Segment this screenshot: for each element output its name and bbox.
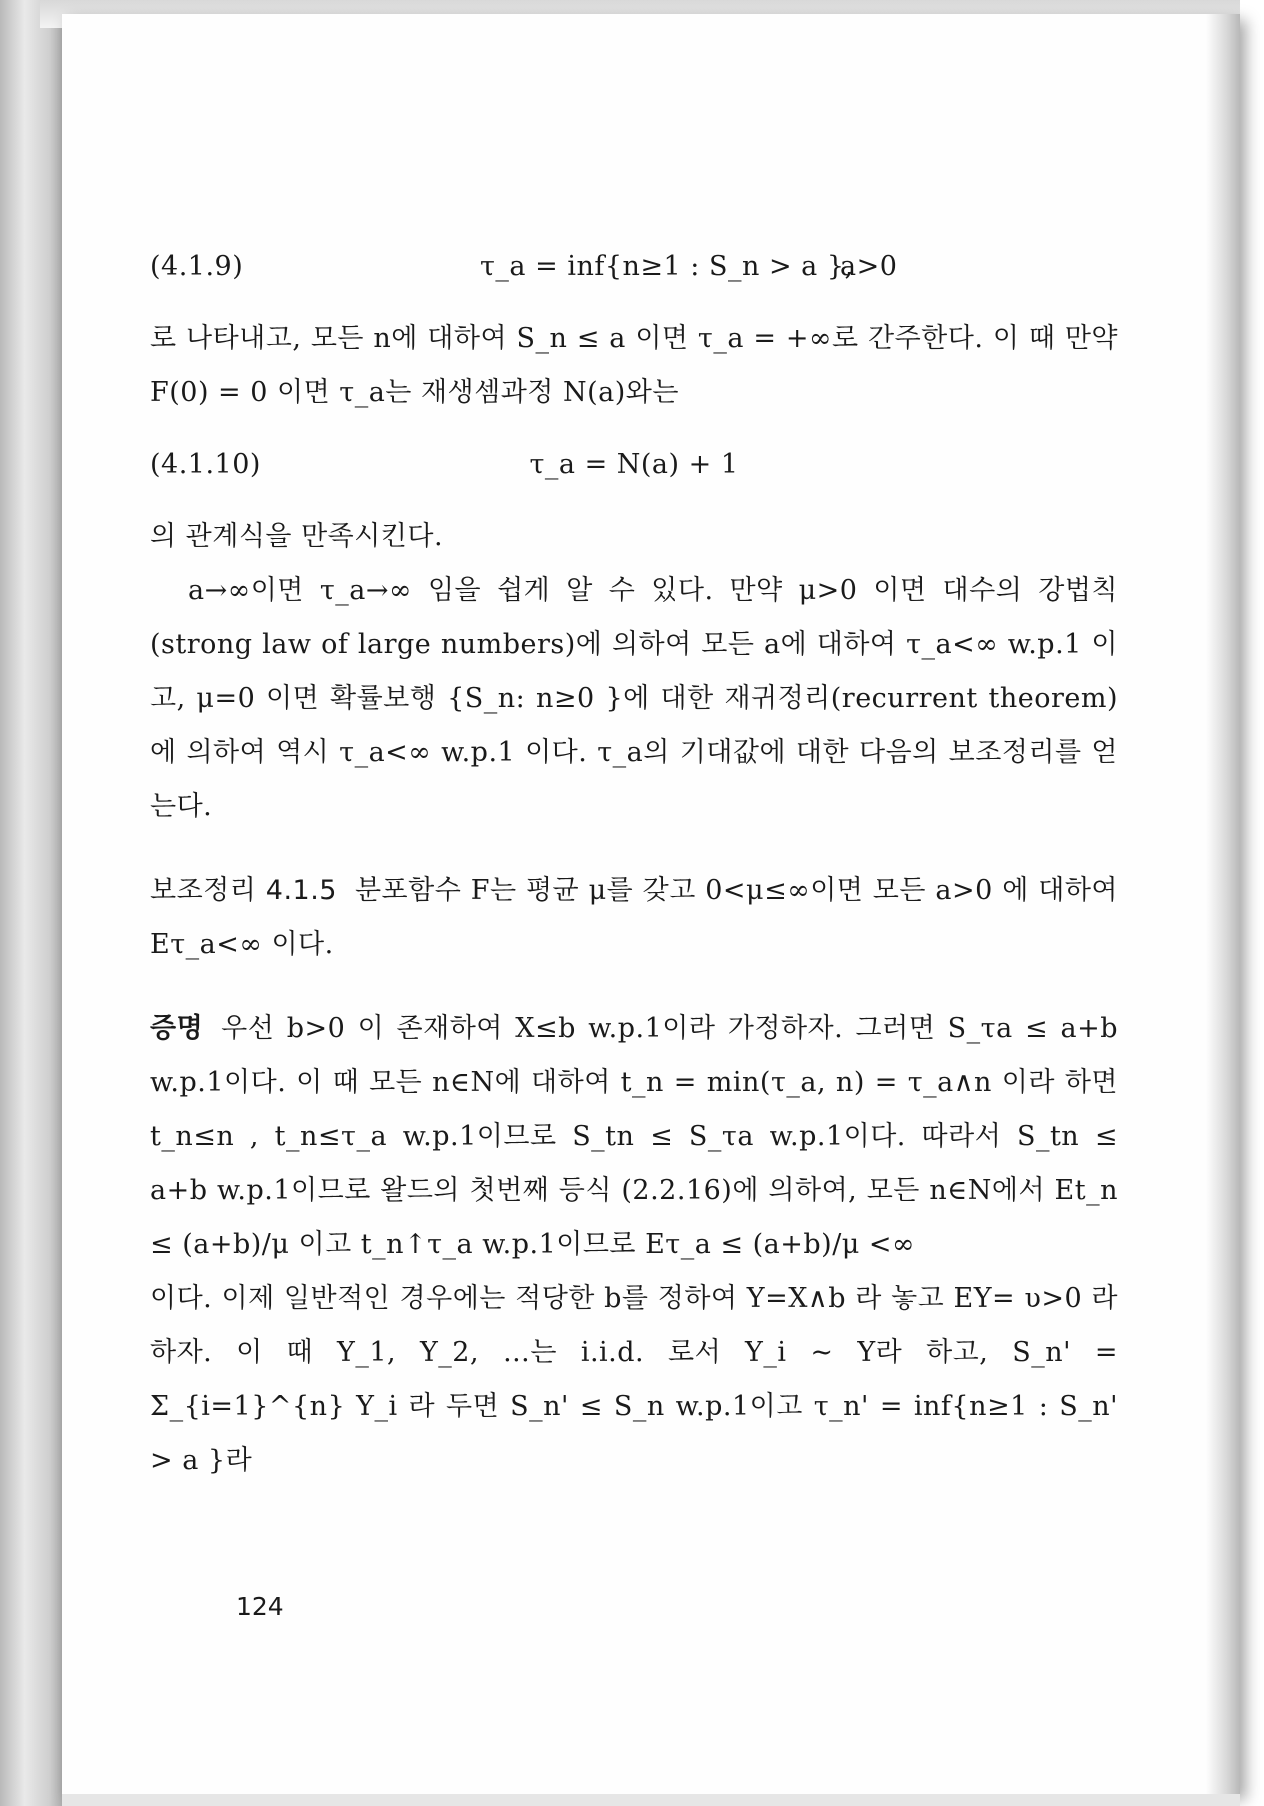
- paragraph-1: 로 나타내고, 모든 n에 대하여 S_n ≤ a 이면 τ_a = +∞로 간주한다. 이 때 만약 F(0) = 0 이면 τ_a는 재생셈과정 N(a)와는: [150, 323, 1118, 408]
- page-content: [150, 222, 1118, 1488]
- page-edge-shadow: [1206, 14, 1240, 1794]
- equation-4-1-9: [150, 240, 1118, 294]
- paragraph-2: 의 관계식을 만족시킨다.: [150, 521, 444, 552]
- equation-formula: τ_a = inf{n≥1 : S_n > a },: [480, 251, 854, 282]
- proof-label: 증명: [150, 1013, 204, 1044]
- page-number: 124: [236, 1592, 284, 1621]
- equation-4-1-10: [150, 438, 1118, 492]
- page-bottom-edge: [62, 1794, 1240, 1806]
- proof-continuation: 이다. 이제 일반적인 경우에는 적당한 b를 정하여 Y=X∧b 라 놓고 EY= υ>0 라 하자. 이 때 Y_1, Y_2, …는 i.i.d. 로서 Y_i ~ Y라 하고, S_n' = Σ_{i=1}^{n} Y_i 라 두면 S_n' ≤ S_n w.p.1이고 τ_n' = inf{n≥1 : S_n' > a }라: [150, 1283, 1118, 1476]
- equation-number: (4.1.10): [150, 449, 261, 480]
- equation-number: (4.1.9): [150, 251, 244, 282]
- equation-condition: a>0: [840, 251, 898, 282]
- equation-formula: τ_a = N(a) + 1: [529, 449, 739, 480]
- book-spine: [0, 0, 70, 1806]
- lemma-4-1-5: [150, 864, 1118, 972]
- paragraph-3: a→∞이면 τ_a→∞ 임을 쉽게 알 수 있다. 만약 μ>0 이면 대수의 강법칙(strong law of large numbers)에 의하여 모든 a에 대하여 τ_a<∞ w.p.1 이고, μ=0 이면 확률보행 {S_n: n≥0 }에 대한 재귀정리(recurrent theorem)에 의하여 역시 τ_a<∞ w.p.1 이다. τ_a의 기대값에 대한 다음의 보조정리를 얻는다.: [150, 575, 1118, 822]
- lemma-label: 보조정리 4.1.5: [150, 875, 337, 906]
- lemma-text: 분포함수 F는 평균 μ를 갖고 0<μ≤∞이면 모든 a>0 에 대하여 Eτ_a<∞ 이다.: [150, 875, 1118, 960]
- proof-text-1: 우선 b>0 이 존재하여 X≤b w.p.1이라 가정하자. 그러면 S_τa ≤ a+b w.p.1이다. 이 때 모든 n∈N에 대하여 t_n = min(τ_a, n) = τ_a∧n 이라 하면 t_n≤n , t_n≤τ_a w.p.1이므로 S_tn ≤ S_τa w.p.1이다. 따라서 S_tn ≤ a+b w.p.1이므로 왈드의 첫번째 등식 (2.2.16)에 의하여, 모든 n∈N에서 Et_n ≤ (a+b)/μ 이고 t_n↑τ_a w.p.1이므로 Eτ_a ≤ (a+b)/μ <∞: [150, 1013, 1118, 1260]
- proof-paragraph: [150, 1002, 1118, 1272]
